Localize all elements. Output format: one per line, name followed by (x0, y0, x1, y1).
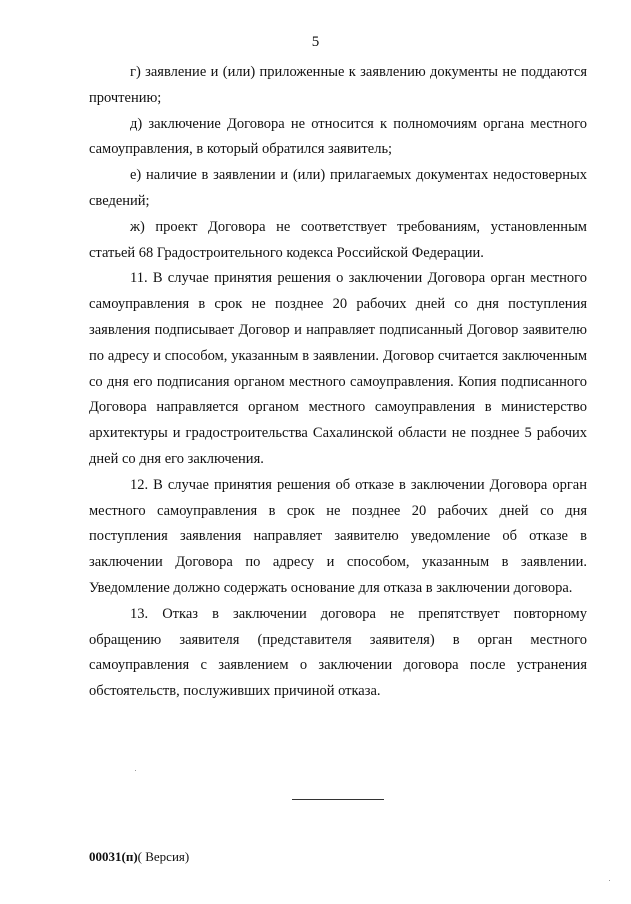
paragraph-item-e: е) наличие в заявлении и (или) прилагаемых документах недостоверных сведений; (89, 167, 587, 209)
paragraph-item-g: г) заявление и (или) приложенные к заявлению документы не поддаются прочтению; (89, 64, 587, 106)
paragraph-13: 13. Отказ в заключении договора не препятствует повторному обращению заявителя (представителя заявителя) в орган местного самоуправления с заявлением о заключении договора после устранения обстоятельств, послуживших причиной отказа. (89, 605, 587, 700)
scan-speck (609, 880, 610, 881)
paragraph-item-zh: ж) проект Договора не соответствует требованиям, установленным статьей 68 Градостроительного кодекса Российской Федерации. (89, 218, 587, 261)
separator-line (292, 799, 384, 800)
footer-document-code (89, 849, 189, 865)
document-body (89, 60, 587, 705)
paragraph-12: 12. В случае принятия решения об отказе в заключении Договора орган местного самоуправления в срок не позднее 20 рабочих дней со дня поступления заявления направляет заявителю уведомление об отказе в заключении Договора по адресу и способом, указанным в заявлении. Уведомление должно содержать основание для отказа в заключении договора. (89, 476, 587, 596)
page-number: 5 (311, 34, 320, 50)
paragraph-11: 11. В случае принятия решения о заключении Договора орган местного самоуправления в срок не позднее 20 рабочих дней со дня поступления заявления подписывает Договор и направляет подписанный Договор заявителю по адресу и способом, указанным в заявлении. Договор считается заключенным со дня его подписания органом местного самоуправления. Копия подписанного Договора направляется органом местного самоуправления в министерство архитектуры и градостроительства Сахалинской области не позднее 5 рабочих дней со дня его заключения. (89, 270, 587, 467)
scan-speck (135, 770, 136, 771)
footer-code: 00031(п) (89, 849, 138, 864)
footer-version: ( Версия) (137, 849, 190, 864)
paragraph-item-d: д) заключение Договора не относится к полномочиям органа местного самоуправления, в который обратился заявитель; (89, 115, 587, 158)
